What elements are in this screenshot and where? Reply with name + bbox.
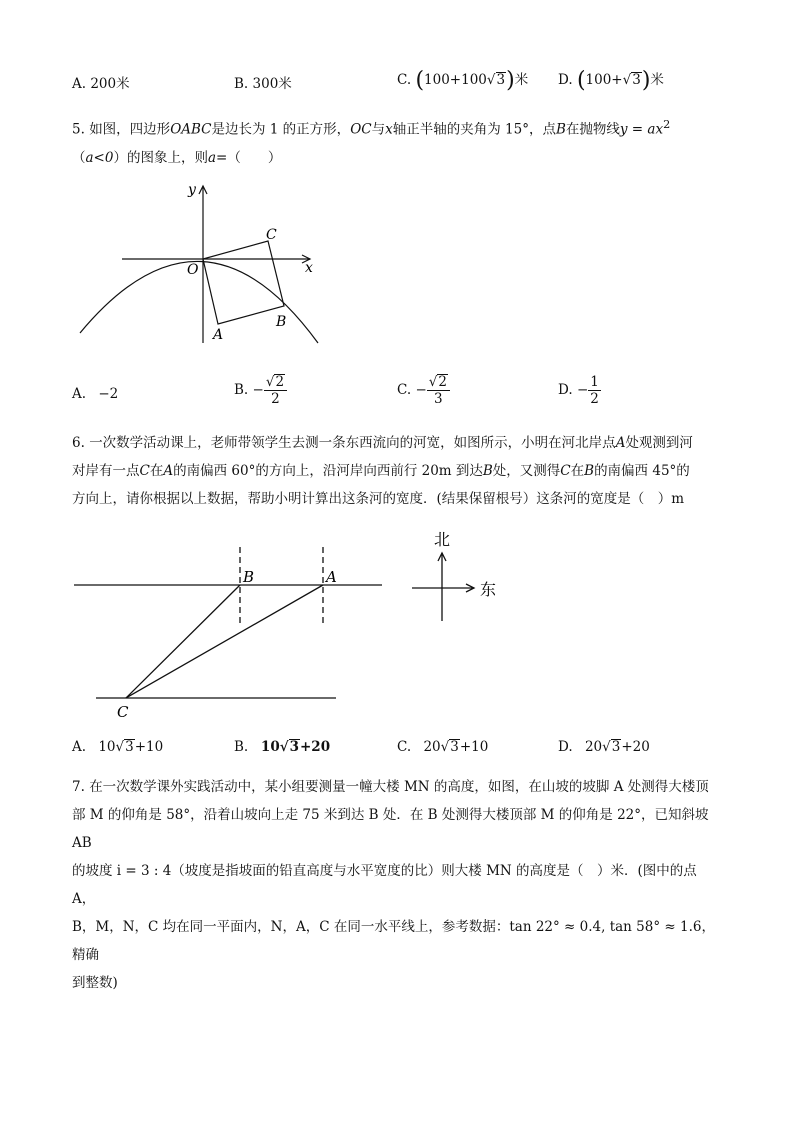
q6-stem [72, 429, 724, 513]
math-expr: a<0 [85, 149, 114, 166]
option-letter: A. [72, 739, 87, 755]
option-letter: A. [72, 386, 87, 402]
y-label: y [188, 182, 196, 198]
option-sign: − [576, 382, 589, 398]
math-var: B [555, 121, 566, 138]
stem-text: B，M，N，C 均在同一平面内，N，A，C 在同一水平线上，参考数据：tan 22° ≈ 0.4, tan 58° ≈ 1.6，精确 [72, 919, 715, 963]
radicand: 3 [450, 739, 459, 755]
option-value: 300 [252, 76, 279, 92]
option-expr: +10 [459, 739, 489, 755]
denominator: 3 [434, 391, 443, 407]
numerator: 1 [590, 374, 599, 390]
sqrt-symbol: √ [265, 374, 275, 390]
option-unit: 米 [650, 72, 664, 88]
q4-option-d[interactable] [558, 68, 664, 93]
option-unit: 米 [278, 76, 292, 92]
sqrt-symbol: √ [115, 739, 125, 755]
stem-text: 在 [570, 463, 585, 479]
option-letter: C. [397, 72, 412, 88]
stem-text: 部 M 的仰角是 58°，沿着山坡向上走 75 米到达 B 处．在 B 处测得大楼顶部 M 的仰角是 22°，已知斜坡 AB [72, 807, 709, 851]
stem-text: 是边长为 1 的正方形， [211, 121, 351, 138]
option-unit: 米 [116, 76, 130, 92]
math-var: x [385, 121, 393, 138]
q6-option-d[interactable] [558, 739, 650, 755]
sqrt-symbol: √ [279, 739, 289, 755]
option-expr: 10 [98, 739, 116, 755]
compass-north-label: 北 [434, 530, 451, 549]
option-sign: − [252, 382, 264, 398]
question-number: 5. [72, 121, 85, 138]
q5-option-a[interactable] [72, 386, 118, 402]
fraction [427, 374, 450, 407]
math-var: C [139, 463, 150, 479]
radicand: 3 [125, 739, 134, 755]
option-expr: 10 [260, 739, 280, 755]
q5-option-c[interactable] [397, 374, 450, 407]
radicand: 2 [438, 374, 447, 390]
stem-text: （ [72, 149, 86, 166]
question-number: 6. [72, 435, 85, 451]
option-expr: 20 [423, 739, 441, 755]
q5-option-b[interactable] [234, 374, 287, 407]
stem-text: 的坡度 i = 3 : 4（坡度是指坡面的铅直高度与水平宽度的比）则大楼 MN 的高度是（ ）米．(图中的点 A， [72, 863, 697, 907]
option-letter: B. [234, 382, 249, 398]
fraction [264, 374, 287, 407]
math-var: OC [350, 121, 372, 138]
square-oabc [203, 241, 284, 324]
q6-option-c[interactable] [397, 739, 488, 755]
radicand: 3 [632, 72, 641, 88]
stem-text: 一次数学活动课上，老师带领学生去测一条东西流向的河宽，如图所示，小明在河北岸点 [89, 435, 616, 451]
stem-text: =（ ） [216, 149, 282, 166]
q6-option-a[interactable] [72, 739, 163, 755]
stem-text: 的南偏西 60°的方向上，沿河岸向西前行 20m 到达 [173, 463, 483, 479]
option-expr: +10 [134, 739, 164, 755]
sqrt-symbol: √ [622, 72, 632, 88]
option-expr: +20 [300, 739, 331, 755]
point-o-label: O [187, 262, 199, 278]
q4-option-c[interactable] [397, 68, 528, 93]
option-letter: D. [558, 382, 573, 398]
radicand: 3 [496, 72, 506, 88]
stem-text: 对岸有一点 [72, 463, 140, 479]
denominator: 2 [590, 391, 599, 407]
radicand: 3 [611, 739, 621, 755]
option-unit: 米 [514, 72, 529, 88]
stem-text: 如图，四边形 [89, 121, 171, 138]
option-expr: 100+100 [424, 72, 487, 88]
sqrt-symbol: √ [602, 739, 611, 755]
option-letter: D. [558, 739, 573, 755]
stem-text: 与 [371, 121, 386, 138]
math-var: B [584, 463, 595, 479]
fraction [588, 374, 601, 407]
q5-stem [72, 111, 724, 172]
q6-option-b[interactable] [234, 739, 330, 755]
stem-text: 在 [149, 463, 164, 479]
exponent: 2 [663, 118, 671, 131]
stem-text: 处观测到河 [625, 435, 693, 451]
option-expr: +20 [621, 739, 650, 755]
math-var: C [560, 463, 571, 479]
q5-figure [70, 178, 330, 348]
math-expr: y = ax [619, 121, 664, 138]
option-expr: 20 [584, 739, 603, 755]
option-value: −2 [98, 386, 119, 402]
q5-option-d[interactable] [558, 374, 601, 407]
stem-text: 处，又测得 [492, 463, 561, 479]
denominator: 2 [271, 391, 280, 407]
option-letter: A. [72, 76, 87, 92]
option-sign: − [415, 382, 427, 398]
sqrt-symbol: √ [428, 374, 438, 390]
option-letter: C. [397, 739, 412, 755]
radicand: 3 [289, 739, 299, 755]
math-var: OABC [170, 121, 212, 138]
option-letter: D. [558, 72, 573, 88]
option-letter: B. [234, 76, 249, 92]
stem-text: 在抛物线 [565, 121, 620, 138]
point-c-label: C [266, 227, 277, 243]
stem-text: 的南偏西 45°的 [594, 463, 690, 479]
compass-east-label: 东 [480, 580, 497, 599]
math-var: A [615, 435, 626, 451]
close-paren: ) [641, 68, 651, 93]
close-paren: ) [506, 68, 515, 93]
point-a-label: A [326, 568, 337, 586]
line-ca [126, 585, 323, 698]
stem-text: 方向上，请你根据以上数据，帮助小明计算出这条河的宽度．(结果保留根号）这条河的宽度是（ ）m [72, 491, 685, 507]
line-cb [126, 585, 240, 698]
math-var: A [163, 463, 174, 479]
point-c-label: C [117, 703, 129, 721]
sqrt-symbol: √ [486, 72, 496, 88]
math-var: a [207, 149, 217, 166]
point-b-label: B [243, 568, 255, 586]
stem-text: 轴正半轴的夹角为 15°，点 [392, 121, 556, 138]
stem-text: 在一次数学课外实践活动中，某小组要测量一幢大楼 MN 的高度，如图，在山坡的坡脚 A 处测得大楼顶 [89, 779, 709, 795]
question-number: 7. [72, 779, 85, 795]
q4-option-b[interactable] [234, 72, 292, 92]
q4-option-a[interactable] [72, 72, 130, 92]
open-paren: ( [415, 68, 425, 93]
q7-stem [72, 773, 724, 997]
sqrt-symbol: √ [440, 739, 450, 755]
q6-figure [70, 525, 510, 725]
option-letter: B. [234, 739, 249, 755]
stem-text: 到整数) [72, 975, 118, 991]
math-var: B [482, 463, 493, 479]
stem-text: ）的图象上，则 [113, 149, 208, 166]
point-a-label: A [213, 327, 224, 343]
option-expr: 100+ [585, 72, 623, 88]
x-label: x [305, 260, 313, 276]
option-value: 200 [90, 76, 117, 92]
parabola-curve [80, 261, 318, 343]
open-paren: ( [576, 68, 586, 93]
option-letter: C. [397, 382, 412, 398]
point-b-label: B [276, 314, 287, 330]
radicand: 2 [275, 374, 285, 390]
